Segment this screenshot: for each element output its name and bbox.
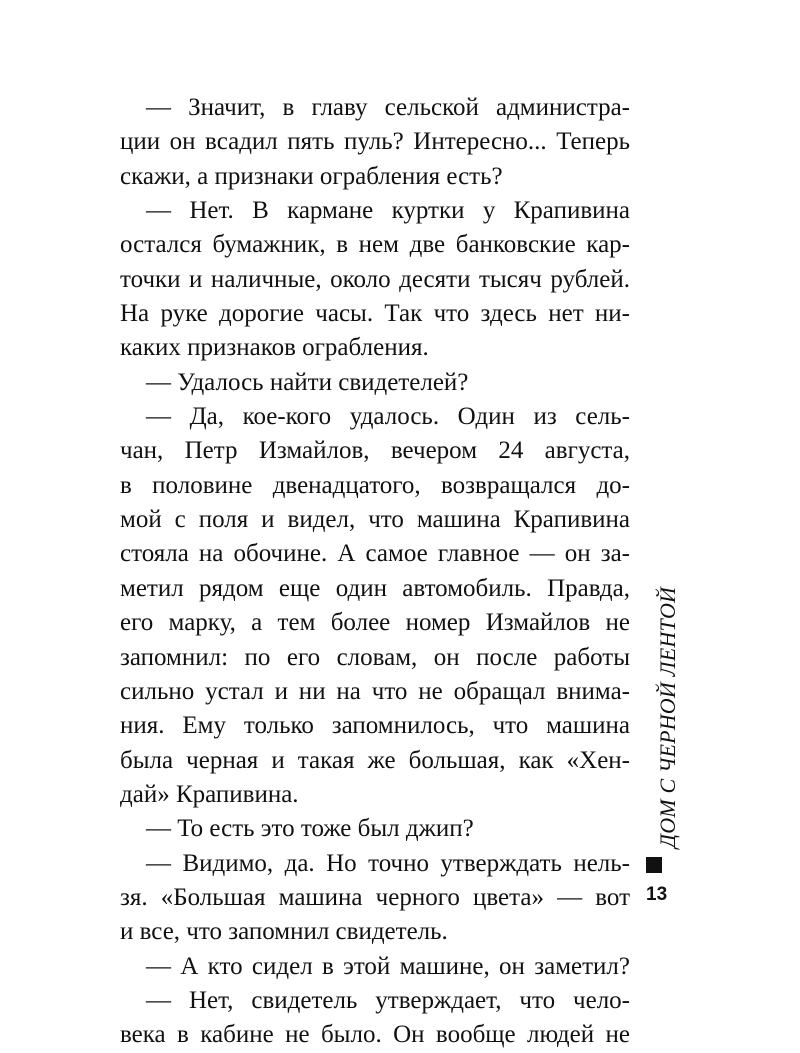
text-line: в половине двенадцатого, возвращался до-	[120, 471, 630, 499]
text-line: — Удалось найти свидетелей?	[146, 368, 469, 396]
text-line: — Нет, свидетель утверждает, что чело-	[146, 986, 630, 1014]
text-line: каких признаков ограбления.	[120, 334, 429, 362]
text-line: его марку, а тем более номер Измайлов не	[120, 609, 630, 637]
text-line: — То есть это тоже был джип?	[146, 815, 474, 843]
text-line: — Значит, в главу сельской администра-	[146, 94, 630, 121]
text-line: остался бумажник, в нем две банковские кар-	[120, 231, 630, 259]
text-line: точки и наличные, около десяти тысяч рублей.	[120, 265, 630, 293]
square-marker-icon	[646, 857, 662, 873]
text-line: — Видимо, да. Но точно утверждать нель-	[146, 849, 630, 877]
text-line: сильно устал и ни на что не обращал внима-	[120, 677, 630, 705]
text-line: дай» Крапивина.	[120, 780, 299, 808]
text-line: ния. Ему только запомнилось, что машина	[120, 712, 630, 740]
text-line: и все, что запомнил свидетель.	[120, 918, 448, 946]
page-number: 13	[646, 884, 668, 905]
text-line: века в кабине не было. Он вообще людей не	[120, 1021, 630, 1049]
text-line: мой с поля и видел, что машина Крапивина	[120, 506, 630, 534]
text-line: чан, Петр Измайлов, вечером 24 августа,	[120, 437, 630, 465]
text-line: запомнил: по его словам, он после работы	[120, 643, 630, 671]
text-line: стояла на обочине. А самое главное — он за-	[120, 540, 630, 568]
running-title: ДОМ С ЧЕРНОЙ ЛЕНТОЙ	[655, 586, 680, 848]
text-line: метил рядом еще один автомобиль. Правда,	[120, 574, 630, 602]
body-text	[120, 91, 630, 1053]
text-line: — Нет. В кармане куртки у Крапивина	[146, 197, 630, 225]
text-line: — А кто сидел в этой машине, он заметил?	[146, 952, 630, 980]
text-line: зя. «Большая машина черного цвета» — вот	[120, 883, 630, 911]
text-line: На руке дорогие часы. Так что здесь нет ни-	[120, 300, 630, 328]
text-line: ции он всадил пять пуль? Интересно... Теперь	[120, 128, 630, 156]
text-line: скажи, а признаки ограбления есть?	[120, 162, 503, 190]
text-line: была черная и такая же большая, как «Хен-	[120, 746, 630, 774]
text-line: — Да, кое-кого удалось. Один из сель-	[146, 403, 630, 431]
